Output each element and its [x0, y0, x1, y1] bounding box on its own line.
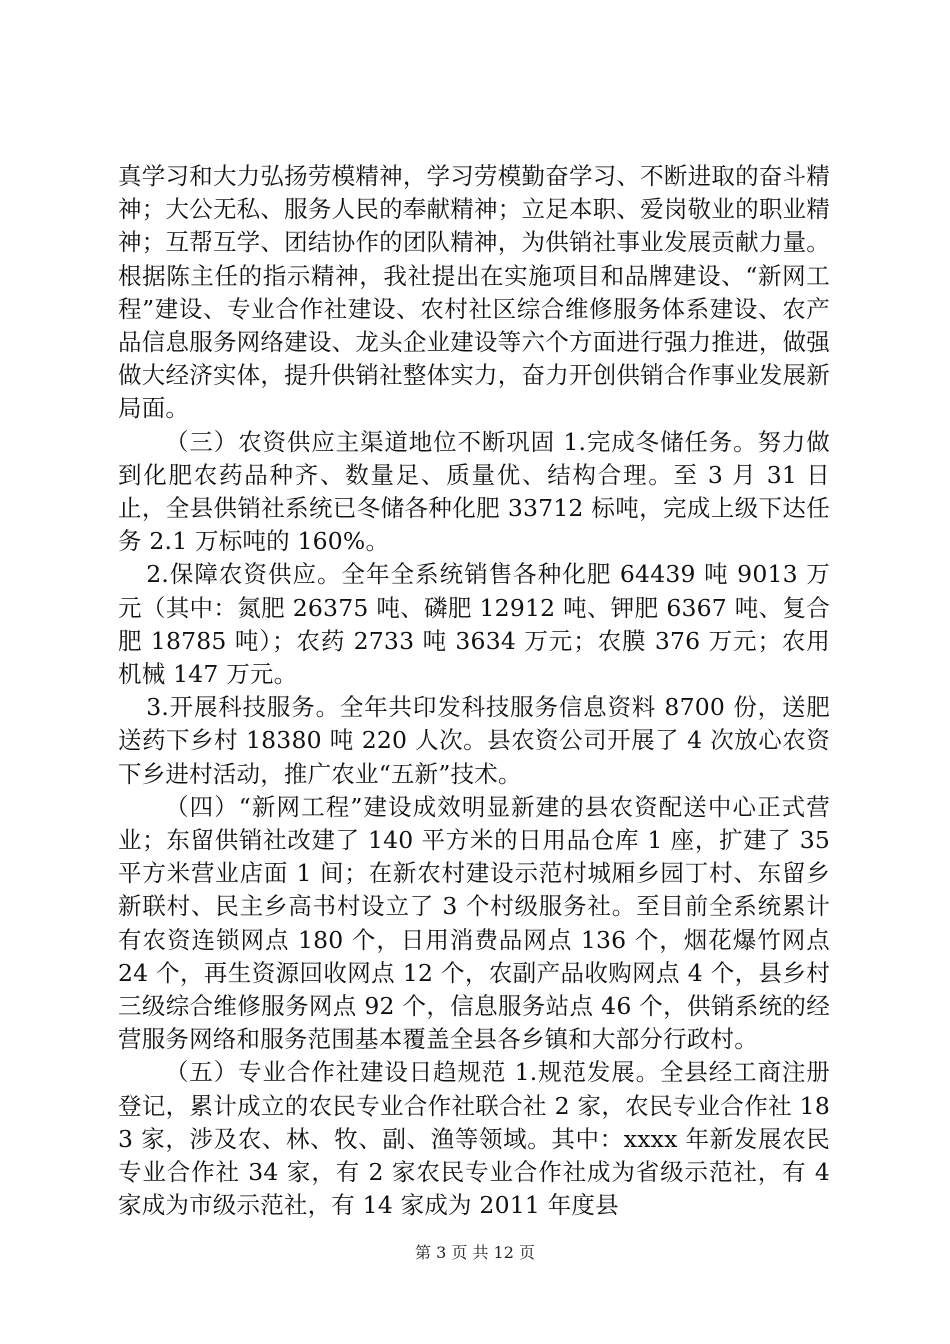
- paragraph-section-four: （四）“新网工程”建设成效明显新建的县农资配送中心正式营业；东留供销社改建了 140 平方米的日用品仓库 1 座，扩建了 35 平方米营业店面 1 间；在新农村建设示范村城厢乡园丁村、东留乡新联村、民主乡高书村设立了 3 个村级服务社。至目前全系统累计有农资连锁网点 180 个，日用消费品网点 136 个，烟花爆竹网点 24 个，再生资源回收网点 12 个，农副产品收购网点 4 个，县乡村三级综合维修服务网点 92 个，信息服务站点 46 个，供销系统的经营服务网络和服务范围基本覆盖全县各乡镇和大部分行政村。: [118, 792, 830, 1054]
- paragraph: 真学习和大力弘扬劳模精神，学习劳模勤奋学习、不断进取的奋斗精神；大公无私、服务人民的奉献精神；立足本职、爱岗敬业的职业精神；互帮互学、团结协作的团队精神，为供销社事业发展贡献力量。根据陈主任的指示精神，我社提出在实施项目和品牌建设、“新网工程”建设、专业合作社建设、农村社区综合维修服务体系建设、农产品信息服务网络建设、龙头企业建设等六个方面进行强力推进，做强做大经济实体，提升供销社整体实力，奋力开创供销合作事业发展新局面。: [118, 162, 830, 423]
- paragraph-section-five: （五）专业合作社建设日趋规范 1.规范发展。全县经工商注册登记，累计成立的农民专业合作社联合社 2 家，农民专业合作社 183 家，涉及农、林、牧、副、渔等领域。其中：xxxx 年新发展农民专业合作社 34 家，有 2 家农民专业合作社成为省级示范社，有 4 家成为市级示范社，有 14 家成为 2011 年度县: [118, 1058, 830, 1220]
- paragraph-item-supply: 2.保障农资供应。全年全系统销售各种化肥 64439 吨 9013 万元（其中：氮肥 26375 吨、磷肥 12912 吨、钾肥 6367 吨、复合肥 18785 吨）；农药 2733 吨 3634 万元；农膜 376 万元；农用机械 147 万元。: [118, 560, 830, 689]
- paragraph-item-tech-service: 3.开展科技服务。全年共印发科技服务信息资料 8700 份，送肥送药下乡村 18380 吨 220 人次。县农资公司开展了 4 次放心农资下乡进村活动，推广农业“五新”技术。: [118, 693, 830, 788]
- paragraph-section-three: （三）农资供应主渠道地位不断巩固 1.完成冬储任务。努力做到化肥农药品种齐、数量足、质量优、结构合理。至 3 月 31 日止，全县供销社系统已冬储各种化肥 33712 标吨，完成上级下达任务 2.1 万标吨的 160%。: [118, 427, 830, 556]
- document-body: [118, 160, 830, 1223]
- page-number-footer: 第 3 页 共 12 页: [415, 1243, 535, 1262]
